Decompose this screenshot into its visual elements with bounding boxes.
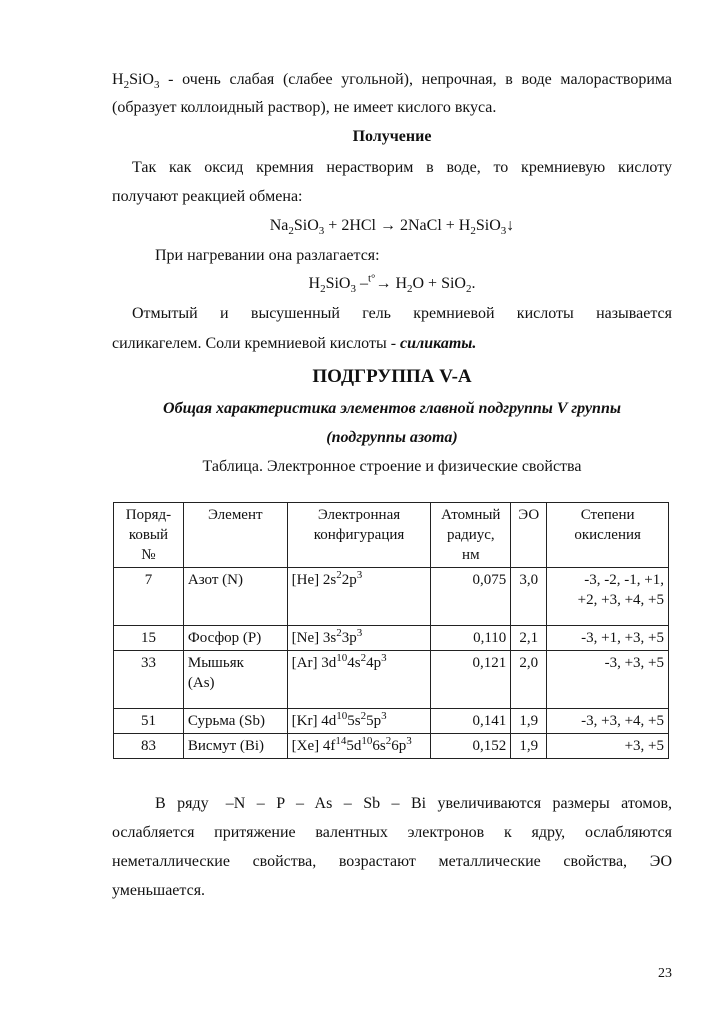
superscript: 3 bbox=[356, 569, 363, 581]
cell-number: 51 bbox=[114, 709, 184, 734]
subscript: 2 bbox=[407, 283, 413, 296]
r1-part: + 2HCl → 2NaCl + H bbox=[324, 217, 471, 234]
cfg: [He] 2s bbox=[291, 572, 337, 588]
cell-number: 15 bbox=[114, 626, 184, 651]
conclusion-line-3: неметаллические свойства, возрастают металлические свойства, ЭО bbox=[112, 853, 672, 870]
superscript: 3 bbox=[381, 652, 387, 664]
header-line: Степени bbox=[580, 507, 635, 523]
cell-element: Азот (N) bbox=[183, 568, 287, 626]
cell-eo: 1,9 bbox=[511, 709, 547, 734]
cell-element: Висмут (Bi) bbox=[183, 734, 287, 759]
cfg: 4p bbox=[366, 655, 382, 671]
table-row bbox=[114, 709, 669, 734]
superscript: 3 bbox=[356, 627, 363, 639]
formula-part: SiO bbox=[129, 71, 154, 88]
header-line: нм bbox=[462, 547, 480, 563]
superscript: 3 bbox=[381, 710, 387, 722]
cell-eo: 2,0 bbox=[511, 651, 547, 709]
formula-h2sio3: H bbox=[112, 71, 124, 88]
r1-part: SiO bbox=[475, 217, 501, 234]
table-caption: Таблица. Электронное строение и физические свойства bbox=[202, 458, 582, 475]
cell-number: 83 bbox=[114, 734, 184, 759]
header-eo: ЭО bbox=[511, 503, 547, 568]
superscript: 10 bbox=[361, 735, 373, 747]
table-row bbox=[114, 568, 669, 626]
cfg: [Xe] 4f bbox=[291, 738, 336, 754]
header-line: Электронная bbox=[317, 507, 401, 523]
properties-table bbox=[113, 502, 669, 759]
conclusion-line-1: В ряду –N – P – As – Sb – Bi увеличиваются размеры атомов, bbox=[155, 795, 672, 812]
table-row bbox=[114, 626, 669, 651]
intro-line-1 bbox=[112, 70, 672, 90]
cell-config bbox=[287, 734, 431, 759]
cell-oxidation: +3, +5 bbox=[547, 734, 669, 759]
r1-part: Na bbox=[269, 217, 289, 234]
superscript: 2 bbox=[360, 652, 367, 664]
preparation-line-2: получают реакцией обмена: bbox=[112, 188, 303, 205]
cell-radius: 0,152 bbox=[431, 734, 511, 759]
gel-line-1: Отмытый и высушенный гель кремниевой кислоты называется bbox=[132, 305, 672, 322]
cell-eo: 2,1 bbox=[511, 626, 547, 651]
cell-config bbox=[287, 626, 431, 651]
superscript: 2 bbox=[385, 735, 392, 747]
cell-config bbox=[287, 568, 431, 626]
superscript: 14 bbox=[335, 735, 347, 747]
header-number bbox=[114, 503, 184, 568]
cell-element: Фосфор (P) bbox=[183, 626, 287, 651]
header-element: Элемент bbox=[183, 503, 287, 568]
cell-element: Сурьма (Sb) bbox=[183, 709, 287, 734]
cfg: 3p bbox=[341, 630, 357, 646]
reaction-1 bbox=[112, 216, 672, 236]
superscript: 10 bbox=[336, 710, 348, 722]
conclusion-line-4: уменьшается. bbox=[112, 882, 206, 899]
cell-eo: 1,9 bbox=[511, 734, 547, 759]
section-subtitle-1: Общая характеристика элементов главной подгруппы V группы bbox=[163, 400, 621, 417]
intro-line-2: (образует коллоидный раствор), не имеет кислого вкуса. bbox=[112, 99, 497, 116]
intro-text: - очень слабая (слабее угольной), непрочная, в воде малорастворима bbox=[159, 71, 672, 88]
cfg: 6p bbox=[391, 738, 407, 754]
heating-text: При нагревании она разлагается: bbox=[155, 247, 380, 264]
preparation-heading: Получение bbox=[352, 128, 432, 145]
superscript: 10 bbox=[336, 652, 348, 664]
subscript: 2 bbox=[470, 225, 476, 238]
superscript: 2 bbox=[336, 569, 342, 581]
element-symbol: (As) bbox=[187, 675, 215, 691]
subscript: 3 bbox=[500, 225, 507, 238]
superscript: 2 bbox=[336, 627, 342, 639]
cfg: 5d bbox=[346, 738, 362, 754]
subscript: 3 bbox=[153, 79, 160, 92]
cfg: 5s bbox=[347, 713, 361, 729]
cell-oxidation bbox=[547, 568, 669, 626]
ox-line: +2, +3, +4, +5 bbox=[577, 592, 664, 608]
header-line: конфигурация bbox=[313, 527, 405, 543]
cfg: [Ar] 3d bbox=[291, 655, 337, 671]
heat-arrow: – bbox=[355, 275, 368, 292]
header-line: радиус, bbox=[446, 527, 495, 543]
cell-oxidation: -3, +3, +5 bbox=[547, 651, 669, 709]
table-row bbox=[114, 651, 669, 709]
cfg: 2p bbox=[341, 572, 357, 588]
cell-oxidation: -3, +3, +4, +5 bbox=[547, 709, 669, 734]
ox-line: -3, -2, -1, +1, bbox=[584, 572, 664, 588]
header-oxidation bbox=[547, 503, 669, 568]
cell-radius: 0,075 bbox=[431, 568, 511, 626]
gel-line-2 bbox=[112, 334, 672, 354]
subscript: 3 bbox=[318, 225, 325, 238]
header-config bbox=[287, 503, 431, 568]
cell-number: 33 bbox=[114, 651, 184, 709]
header-line: № bbox=[141, 547, 156, 563]
cell-oxidation: -3, +1, +3, +5 bbox=[547, 626, 669, 651]
subscript: 2 bbox=[320, 283, 326, 296]
cell-element bbox=[183, 651, 287, 709]
term-silicates: силикаты. bbox=[400, 335, 477, 352]
cell-radius: 0,110 bbox=[431, 626, 511, 651]
cell-eo: 3,0 bbox=[511, 568, 547, 626]
r2-part: O + SiO bbox=[412, 275, 466, 292]
element-name: Мышьяк bbox=[187, 655, 244, 671]
cell-config bbox=[287, 709, 431, 734]
subscript: 2 bbox=[123, 79, 130, 92]
subscript: 3 bbox=[350, 283, 356, 296]
reaction-2 bbox=[112, 274, 672, 294]
cfg: 4s bbox=[347, 655, 361, 671]
page-number: 23 bbox=[658, 966, 672, 981]
cell-number: 7 bbox=[114, 568, 184, 626]
superscript: 2 bbox=[360, 710, 367, 722]
header-line: окисления bbox=[574, 527, 641, 543]
subscript: 2 bbox=[465, 283, 472, 296]
table-row bbox=[114, 734, 669, 759]
table-header-row bbox=[114, 503, 669, 568]
header-line: Поряд- bbox=[125, 507, 172, 523]
r2-part: → H bbox=[375, 275, 407, 292]
section-title: ПОДГРУППА V-А bbox=[312, 366, 472, 387]
header-line: Атомный bbox=[441, 507, 501, 523]
cell-radius: 0,121 bbox=[431, 651, 511, 709]
section-subtitle-2: (подгруппы азота) bbox=[326, 429, 458, 446]
r2-part: . bbox=[471, 275, 476, 292]
r2-part: SiO bbox=[325, 275, 351, 292]
cfg: 6s bbox=[372, 738, 386, 754]
cfg: [Ne] 3s bbox=[291, 630, 337, 646]
cfg: 5p bbox=[366, 713, 382, 729]
r2-part: H bbox=[308, 275, 321, 292]
subscript: 2 bbox=[288, 225, 294, 238]
cell-config bbox=[287, 651, 431, 709]
superscript: t° bbox=[367, 272, 376, 285]
cfg: [Kr] 4d bbox=[291, 713, 337, 729]
header-radius bbox=[431, 503, 511, 568]
header-line: ковый bbox=[128, 527, 169, 543]
r1-part: SiO bbox=[293, 217, 319, 234]
preparation-line-1: Так как оксид кремния нерастворим в воде, то кремниевую кислоту bbox=[132, 159, 672, 176]
precipitate-arrow: ↓ bbox=[506, 217, 515, 234]
gel-text: силикагелем. Соли кремниевой кислоты - bbox=[112, 335, 401, 352]
superscript: 3 bbox=[406, 735, 412, 747]
cell-radius: 0,141 bbox=[431, 709, 511, 734]
conclusion-line-2: ослабляется притяжение валентных электронов к ядру, ослабляются bbox=[112, 824, 672, 841]
